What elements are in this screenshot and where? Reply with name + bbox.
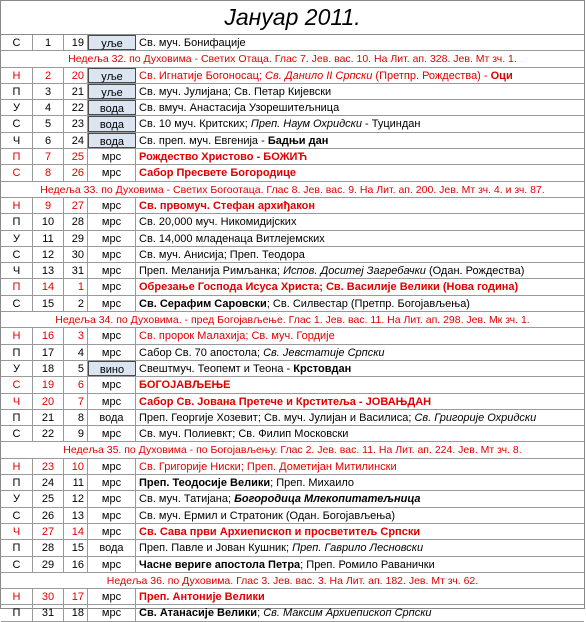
weekday-cell: С [1, 377, 33, 392]
day-row [1, 68, 584, 84]
fast-cell: уље [88, 84, 136, 99]
week-header: Недеља 32. по Духовима - Светих Отаца. Глас 7. Јев. вас. 10. На Лит. ап. 328. Јев. Мт зч. 1. [1, 51, 584, 67]
old-date-cell: 4 [64, 345, 88, 360]
fast-cell: мрс [88, 508, 136, 523]
day-row [1, 410, 584, 426]
description-text: Преп. Наум Охридски [250, 118, 362, 131]
description-text: Часне вериге апостола Петра [139, 558, 301, 571]
fast-cell: мрс [88, 231, 136, 246]
description-cell [136, 328, 584, 343]
new-date-cell: 31 [33, 605, 64, 620]
description-cell [136, 198, 584, 213]
day-row [1, 35, 584, 51]
description-text: Св. муч. Татијана; [139, 493, 235, 506]
description-cell [136, 410, 584, 425]
fast-cell: вода [88, 100, 136, 115]
day-row [1, 524, 584, 540]
description-cell [136, 247, 584, 262]
weekday-cell: С [1, 165, 33, 180]
day-row [1, 263, 584, 279]
description-cell [136, 296, 584, 311]
description-text: Обрезање Господа Исуса Христа; Св. Василије Велики (Нова година) [139, 281, 519, 294]
description-text: Св. Игнатије Богоносац; [139, 69, 266, 82]
day-row [1, 116, 584, 132]
new-date-cell: 27 [33, 524, 64, 539]
page-title: Јануар 2011. [1, 1, 584, 35]
old-date-cell: 16 [64, 557, 88, 572]
old-date-cell: 7 [64, 394, 88, 409]
fast-cell: мрс [88, 605, 136, 620]
day-row [1, 377, 584, 393]
description-cell [136, 116, 584, 131]
description-text: Св. 14,000 младенаца Витлејемских [139, 232, 325, 245]
description-cell [136, 68, 584, 83]
fast-cell: мрс [88, 475, 136, 490]
new-date-cell: 2 [33, 68, 64, 83]
description-text: Испов. Доситеј Загребачки [283, 265, 426, 278]
weekday-cell: С [1, 426, 33, 441]
day-row [1, 84, 584, 100]
new-date-cell: 12 [33, 247, 64, 262]
description-text: Преп. Меланија Римљанка; [139, 265, 284, 278]
new-date-cell: 18 [33, 361, 64, 376]
description-text: Свештмуч. Теопемт и Теона - [139, 362, 294, 375]
week-header: Недеља 33. по Духовима - Светих Богоотаца. Глас 8. Јев. вас. 9. На Лит. ап. 200. Јев. Мт зч. 4. и зч. 87. [1, 182, 584, 198]
day-row [1, 459, 584, 475]
day-row [1, 247, 584, 263]
description-cell [136, 377, 584, 392]
old-date-cell: 19 [64, 35, 88, 50]
new-date-cell: 9 [33, 198, 64, 213]
day-row [1, 214, 584, 230]
description-text: Бадњи дан [267, 134, 329, 147]
description-cell [136, 84, 584, 99]
description-cell [136, 605, 584, 620]
description-text: Богородица Млекопитатељница [234, 493, 421, 506]
description-cell [136, 557, 584, 572]
description-text: ; Преп. Ромило Раванички [300, 558, 435, 571]
weekday-cell: Ч [1, 394, 33, 409]
new-date-cell: 28 [33, 540, 64, 555]
description-cell [136, 214, 584, 229]
day-row [1, 394, 584, 410]
fast-cell: мрс [88, 459, 136, 474]
day-row [1, 589, 584, 605]
new-date-cell: 13 [33, 263, 64, 278]
description-cell [136, 508, 584, 523]
day-row [1, 540, 584, 556]
day-row [1, 491, 584, 507]
day-row [1, 605, 584, 621]
description-text: Преп. Антоније Велики [139, 591, 265, 604]
description-text: Св. Атанасије Велики [139, 607, 258, 620]
new-date-cell: 11 [33, 231, 64, 246]
description-text: Св. пророк Малахија; Св. муч. Гордије [139, 330, 335, 343]
old-date-cell: 9 [64, 426, 88, 441]
weekday-cell: С [1, 296, 33, 311]
fast-cell: вода [88, 410, 136, 425]
old-date-cell: 1 [64, 279, 88, 294]
description-text: БОГОЈАВЉЕЊЕ [139, 379, 231, 392]
fast-cell: мрс [88, 214, 136, 229]
new-date-cell: 7 [33, 149, 64, 164]
old-date-cell: 17 [64, 589, 88, 604]
description-cell [136, 475, 584, 490]
old-date-cell: 12 [64, 491, 88, 506]
fast-cell: мрс [88, 491, 136, 506]
description-text: Св. вмуч. Анастасија Узорешитељница [139, 102, 340, 115]
week-header: Недеља 36. по Духовима. Глас 3. Јев. вас. 3. На Лит. ап. 182. Јев. Мт зч. 62. [1, 573, 584, 589]
old-date-cell: 3 [64, 328, 88, 343]
fast-cell: вино [88, 361, 136, 376]
new-date-cell: 23 [33, 459, 64, 474]
weekday-cell: У [1, 231, 33, 246]
new-date-cell: 15 [33, 296, 64, 311]
fast-cell: мрс [88, 198, 136, 213]
day-row [1, 133, 584, 149]
description-text: Св. Григорије Ниски; Преп. Дометијан Митилински [139, 460, 397, 473]
description-cell [136, 426, 584, 441]
weekday-cell: П [1, 279, 33, 294]
description-text: Крстовдан [293, 362, 352, 375]
day-row [1, 165, 584, 181]
fast-cell: мрс [88, 524, 136, 539]
fast-cell: мрс [88, 328, 136, 343]
description-text: Св. 20,000 муч. Никомидијских [139, 216, 297, 229]
description-text: Св. Максим Архиепископ Српски [263, 607, 432, 620]
weekday-cell: С [1, 35, 33, 50]
description-text: Сабор Св. 70 апостола; [139, 346, 264, 359]
description-text: Преп. Теодосије Велики [139, 477, 271, 490]
description-text: Преп. Георгије Хозевит; Св. муч. Јулијан и Василиса; [139, 411, 415, 424]
description-text: Преп. Павле и Јован Кушник; [139, 542, 293, 555]
description-text: Св. муч. Полиевкт; Св. Филип Московски [139, 428, 349, 441]
weekday-cell: У [1, 491, 33, 506]
description-cell [136, 263, 584, 278]
old-date-cell: 8 [64, 410, 88, 425]
day-row [1, 100, 584, 116]
fast-cell: мрс [88, 165, 136, 180]
description-cell [136, 524, 584, 539]
new-date-cell: 8 [33, 165, 64, 180]
new-date-cell: 19 [33, 377, 64, 392]
day-row [1, 426, 584, 442]
day-row [1, 361, 584, 377]
description-cell [136, 589, 584, 604]
fast-cell: вода [88, 133, 136, 148]
weekday-cell: Н [1, 459, 33, 474]
description-text: Св. преп. муч. Евгенија - [139, 134, 268, 147]
description-cell [136, 459, 584, 474]
weekday-cell: Н [1, 68, 33, 83]
fast-cell: вода [88, 540, 136, 555]
description-text: Св. Сава први Архиепископ и просветитељ Српски [139, 525, 421, 538]
new-date-cell: 22 [33, 426, 64, 441]
description-cell [136, 100, 584, 115]
fast-cell: мрс [88, 426, 136, 441]
weekday-cell: Н [1, 328, 33, 343]
description-cell [136, 165, 584, 180]
description-text: ; [257, 607, 264, 620]
old-date-cell: 14 [64, 524, 88, 539]
description-cell [136, 149, 584, 164]
description-cell [136, 394, 584, 409]
old-date-cell: 24 [64, 133, 88, 148]
description-cell [136, 345, 584, 360]
description-text: Преп. Гаврило Лесновски [292, 542, 424, 555]
description-cell [136, 35, 584, 50]
weekday-cell: С [1, 557, 33, 572]
new-date-cell: 10 [33, 214, 64, 229]
week-header: Недеља 34. по Духовима. - пред Богојављење. Глас 1. Јев. вас. 11. На Лит. ап. 298. Јев. Мк зч. 1. [1, 312, 584, 328]
fast-cell: мрс [88, 345, 136, 360]
new-date-cell: 30 [33, 589, 64, 604]
description-text: Сабор Св. Јована Претече и Крститеља - ЈОВАЊДАН [139, 395, 432, 408]
weekday-cell: С [1, 247, 33, 262]
fast-cell: мрс [88, 149, 136, 164]
fast-cell: мрс [88, 589, 136, 604]
description-text: Св. муч. Ермил и Стратоник (Одан. Богојављења) [139, 509, 395, 522]
description-text: Св. муч. Анисија; Преп. Теодора [139, 248, 305, 261]
weekday-cell: Н [1, 198, 33, 213]
old-date-cell: 5 [64, 361, 88, 376]
description-text: (Одан. Рождества) [425, 265, 525, 278]
old-date-cell: 29 [64, 231, 88, 246]
old-date-cell: 25 [64, 149, 88, 164]
fast-cell: уље [88, 68, 136, 83]
description-text: Св. Григорије Охридски [414, 411, 537, 424]
new-date-cell: 14 [33, 279, 64, 294]
fast-cell: мрс [88, 296, 136, 311]
new-date-cell: 3 [33, 84, 64, 99]
weekday-cell: П [1, 410, 33, 425]
description-cell [136, 279, 584, 294]
description-text: Св. Данило II Српски [265, 69, 373, 82]
fast-cell: вода [88, 116, 136, 131]
weekday-cell: Н [1, 589, 33, 604]
description-text: (Претпр. Рождества) - [372, 69, 491, 82]
new-date-cell: 25 [33, 491, 64, 506]
description-text: Сабор Пресвете Богородице [139, 167, 297, 180]
day-row [1, 149, 584, 165]
day-row [1, 508, 584, 524]
new-date-cell: 5 [33, 116, 64, 131]
new-date-cell: 17 [33, 345, 64, 360]
old-date-cell: 23 [64, 116, 88, 131]
new-date-cell: 20 [33, 394, 64, 409]
old-date-cell: 31 [64, 263, 88, 278]
description-text: Оци [490, 69, 513, 82]
old-date-cell: 20 [64, 68, 88, 83]
description-cell [136, 361, 584, 376]
old-date-cell: 11 [64, 475, 88, 490]
old-date-cell: 18 [64, 605, 88, 620]
old-date-cell: 13 [64, 508, 88, 523]
weekday-cell: У [1, 100, 33, 115]
old-date-cell: 27 [64, 198, 88, 213]
new-date-cell: 26 [33, 508, 64, 523]
new-date-cell: 29 [33, 557, 64, 572]
weekday-cell: С [1, 508, 33, 523]
description-cell [136, 133, 584, 148]
weekday-cell: С [1, 116, 33, 131]
day-row [1, 475, 584, 491]
old-date-cell: 22 [64, 100, 88, 115]
new-date-cell: 21 [33, 410, 64, 425]
new-date-cell: 24 [33, 475, 64, 490]
day-row [1, 328, 584, 344]
old-date-cell: 30 [64, 247, 88, 262]
weekday-cell: Ч [1, 263, 33, 278]
new-date-cell: 1 [33, 35, 64, 50]
day-row [1, 296, 584, 312]
weekday-cell: П [1, 149, 33, 164]
description-text: ; Преп. Михаило [270, 477, 355, 490]
description-text: - Туциндан [361, 118, 421, 131]
weekday-cell: П [1, 84, 33, 99]
weekday-cell: П [1, 345, 33, 360]
description-text: Св. првомуч. Стефан архиђакон [139, 199, 316, 212]
weekday-cell: У [1, 361, 33, 376]
old-date-cell: 15 [64, 540, 88, 555]
week-header: Недеља 35. по Духовима - по Богојављењу. Глас 2. Јев. вас. 11. На Лит. ап. 224. Јев. Мт зч. 8. [1, 442, 584, 458]
description-cell [136, 231, 584, 246]
day-row [1, 557, 584, 573]
new-date-cell: 6 [33, 133, 64, 148]
old-date-cell: 6 [64, 377, 88, 392]
fast-cell: уље [88, 35, 136, 50]
fast-cell: мрс [88, 377, 136, 392]
description-text: Св. Јевстатије Српски [263, 346, 385, 359]
weekday-cell: П [1, 540, 33, 555]
description-cell [136, 540, 584, 555]
weekday-cell: П [1, 475, 33, 490]
old-date-cell: 10 [64, 459, 88, 474]
description-text: Св. муч. Бонифације [139, 37, 246, 49]
new-date-cell: 16 [33, 328, 64, 343]
fast-cell: мрс [88, 394, 136, 409]
fast-cell: мрс [88, 557, 136, 572]
fast-cell: мрс [88, 263, 136, 278]
description-cell [136, 491, 584, 506]
description-text: Св. муч. Јулијана; Св. Петар Кијевски [139, 85, 332, 98]
fast-cell: мрс [88, 247, 136, 262]
description-text: Св. Серафим Саровски [139, 297, 267, 310]
weekday-cell: П [1, 214, 33, 229]
weekday-cell: Ч [1, 524, 33, 539]
description-text: Рождество Христово - БОЖИЋ [139, 151, 308, 164]
description-text: Св. 10 муч. Критских; [139, 118, 251, 131]
day-row [1, 198, 584, 214]
fast-cell: мрс [88, 279, 136, 294]
calendar-rows [1, 35, 584, 622]
day-row [1, 279, 584, 295]
old-date-cell: 26 [64, 165, 88, 180]
description-text: ; Св. Силвестар (Претпр. Богојављења) [266, 297, 470, 310]
new-date-cell: 4 [33, 100, 64, 115]
day-row [1, 345, 584, 361]
weekday-cell: Ч [1, 133, 33, 148]
day-row [1, 231, 584, 247]
old-date-cell: 2 [64, 296, 88, 311]
old-date-cell: 28 [64, 214, 88, 229]
weekday-cell: П [1, 605, 33, 620]
old-date-cell: 21 [64, 84, 88, 99]
